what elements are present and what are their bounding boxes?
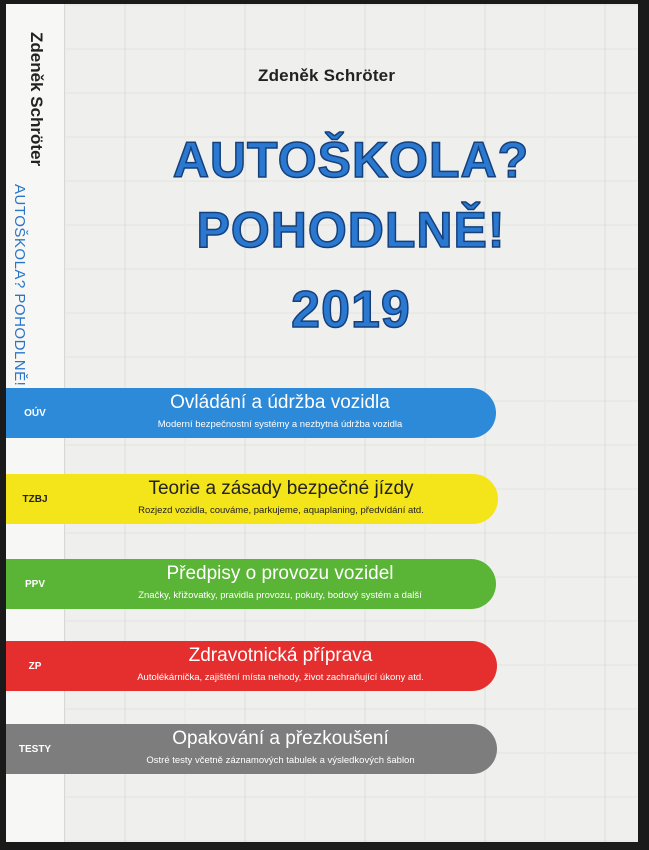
section-band-testy [6, 724, 497, 774]
section-subtitle: Značky, křižovatky, pravidla provozu, pokuty, bodový systém a další [138, 590, 422, 601]
section-tag: OÚV [24, 407, 46, 419]
section-title: Předpisy o provozu vozidel [166, 563, 394, 584]
cover-title-year: 2019 [291, 281, 411, 339]
section-title: Ovládání a údržba vozidla [170, 392, 390, 413]
cover-title-line1: AUTOŠKOLA? [172, 132, 530, 188]
section-title: Zdravotnická příprava [188, 645, 373, 666]
spine-title: AUTOŠKOLA? POHODLNĚ! [11, 184, 28, 387]
section-tag: ZP [28, 660, 42, 672]
section-tag: TZBJ [22, 493, 48, 505]
section-subtitle: Autolékárnička, zajištění místa nehody, život zachraňující úkony atd. [137, 672, 424, 683]
section-subtitle: Rozjezd vozidla, couváme, parkujeme, aquaplaning, předvídání atd. [138, 505, 424, 516]
section-title: Opakování a přezkoušení [172, 728, 389, 749]
section-subtitle: Ostré testy včetně záznamových tabulek a výsledkových šablon [146, 755, 415, 766]
section-band-ppv [6, 559, 496, 609]
section-band-ouv [6, 388, 496, 438]
cover-title-line2: POHODLNĚ! [196, 202, 506, 258]
section-tag: PPV [24, 578, 45, 590]
section-title: Teorie a zásady bezpečné jízdy [148, 478, 414, 499]
section-tag: TESTY [18, 743, 52, 755]
section-band-tzbj [6, 474, 498, 524]
cover-author: Zdeněk Schröter [258, 66, 396, 85]
spine-author: Zdeněk Schröter [27, 32, 46, 167]
book-cover [6, 4, 638, 842]
section-band-zp [6, 641, 497, 691]
section-subtitle: Moderní bezpečnostní systémy a nezbytná údržba vozidla [157, 419, 403, 430]
